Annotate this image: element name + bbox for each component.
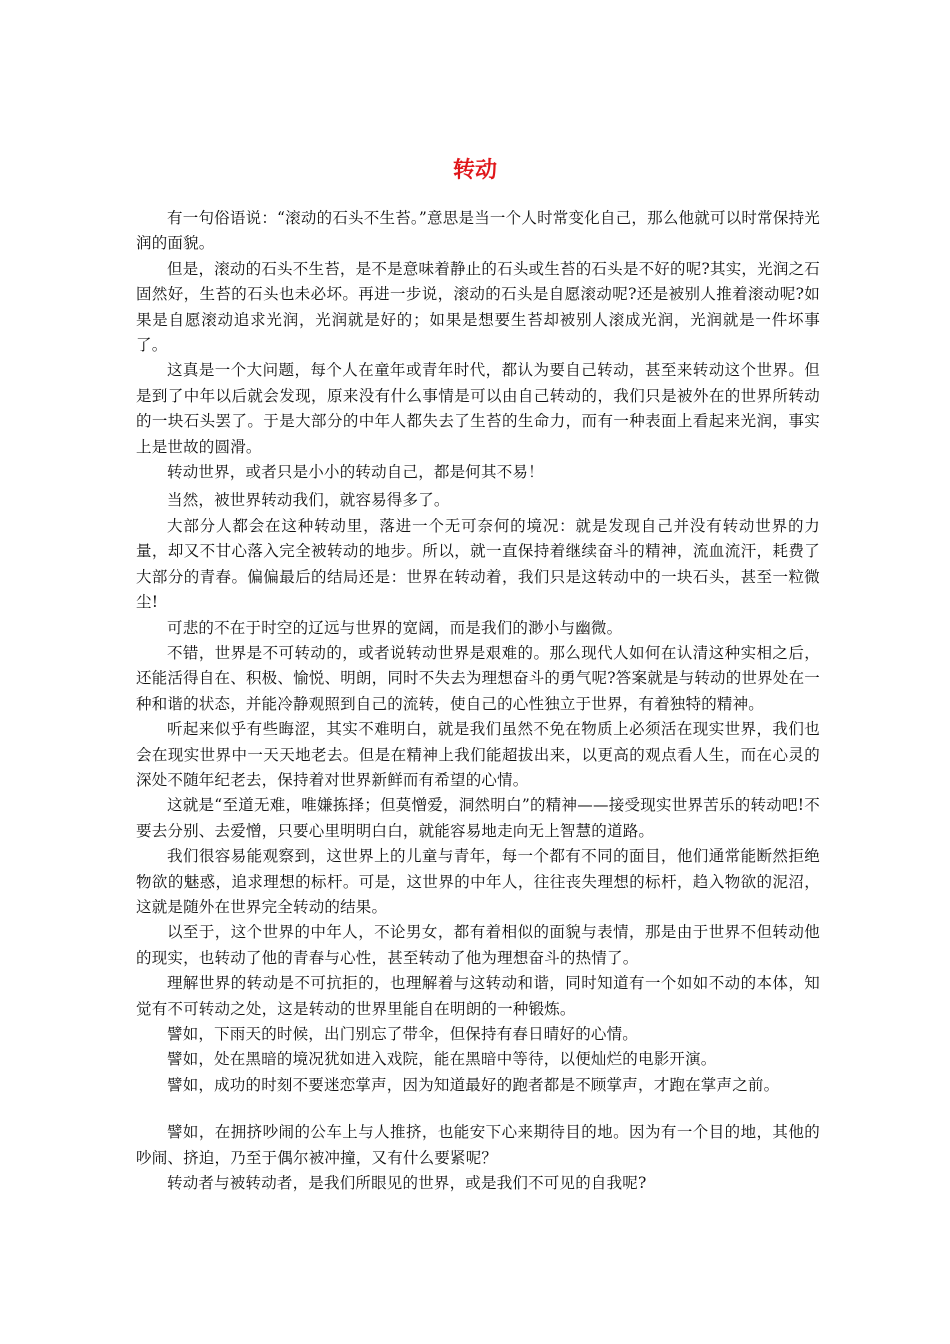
document-body bbox=[136, 206, 820, 1196]
paragraph-15: 譬如，处在黑暗的境况犹如进入戏院，能在黑暗中等待，以便灿烂的电影开演。 bbox=[167, 1050, 717, 1069]
paragraph-4: 转动世界，或者只是小小的转动自己，都是何其不易！ bbox=[167, 463, 544, 482]
paragraph-2: 但是，滚动的石头不生苔，是不是意味着静止的石头或生苔的石头是不好的呢?其实，光润之石固然好，生苔的石头也未必坏。再进一步说，滚动的石头是自愿滚动呢?还是被别人推着滚动呢?如果是自愿滚动追求光润，光润就是好的；如果是想要生苔却被别人滚成光润，光润就是一件坏事了。 bbox=[136, 259, 820, 355]
paragraph-18: 转动者与被转动者，是我们所眼见的世界，或是我们不可见的自我呢? bbox=[167, 1174, 647, 1193]
paragraph-6: 大部分人都会在这种转动里，落进一个无可奈何的境况：就是发现自己并没有转动世界的力量，却又不甘心落入完全被转动的地步。所以，就一直保持着继续奋斗的精神，流血流汗，耗费了大部分的青春。偏偏最后的结局还是：世界在转动着，我们只是这转动中的一块石头，甚至一粒微尘! bbox=[136, 516, 820, 612]
paragraph-16: 譬如，成功的时刻不要迷恋掌声，因为知道最好的跑者都是不顾掌声，才跑在掌声之前。 bbox=[167, 1075, 780, 1094]
paragraph-11: 我们很容易能观察到，这世界上的儿童与青年，每一个都有不同的面目，他们通常能断然拒绝物欲的魅惑，追求理想的标杆。可是，这世界的中年人，往往丧失理想的标杆，趋入物欲的泥沼，这就是随外在世界完全转动的结果。 bbox=[136, 847, 820, 916]
paragraph-5: 当然，被世界转动我们，就容易得多了。 bbox=[167, 491, 450, 510]
paragraph-9: 听起来似乎有些晦涩，其实不难明白，就是我们虽然不免在物质上必须活在现实世界，我们也会在现实世界中一天天地老去。但是在精神上我们能超拔出来，以更高的观点看人生，而在心灵的深处不随年纪老去，保持着对世界新鲜而有希望的心情。 bbox=[136, 720, 820, 789]
paragraph-3: 这真是一个大问题，每个人在童年或青年时代，都认为要自己转动，甚至来转动这个世界。但是到了中年以后就会发现，原来没有什么事情是可以由自己转动的，我们只是被外在的世界所转动的一块石头罢了。于是大部分的中年人都失去了生苔的生命力，而有一种表面上看起来光润，事实上是世故的圆滑。 bbox=[136, 361, 820, 456]
paragraph-10: 这就是“至道无难，唯嫌拣择；但莫憎爱，洞然明白”的精神——接受现实世界苦乐的转动吧!不要去分别、去爱憎，只要心里明明白白，就能容易地走向无上智慧的道路。 bbox=[136, 796, 820, 840]
paragraph-7: 可悲的不在于时空的辽远与世界的宽阔，而是我们的渺小与幽微。 bbox=[167, 618, 623, 637]
paragraph-1: 有一句俗语说：“滚动的石头不生苔。”意思是当一个人时常变化自己，那么他就可以时常保持光润的面貌。 bbox=[136, 209, 820, 253]
paragraph-8: 不错，世界是不可转动的，或者说转动世界是艰难的。那么现代人如何在认清这种实相之后，还能活得自在、积极、愉悦、明朗，同时不失去为理想奋斗的勇气呢?答案就是与转动的世界处在一种和谐的状态，并能冷静观照到自己的流转，使自己的心性独立于世界，有着独特的精神。 bbox=[136, 643, 820, 713]
paragraph-17: 譬如，在拥挤吵闹的公车上与人推挤，也能安下心来期待目的地。因为有一个目的地，其他的吵闹、挤迫，乃至于偶尔被冲撞，又有什么要紧呢？ bbox=[136, 1123, 820, 1167]
document-title: 转动 bbox=[452, 158, 497, 183]
paragraph-12: 以至于，这个世界的中年人，不论男女，都有着相似的面貌与表情，那是由于世界不但转动他的现实，也转动了他的青春与心性，甚至转动了他为理想奋斗的热情了。 bbox=[136, 923, 820, 967]
paragraph-14: 譬如，下雨天的时候，出门别忘了带伞，但保持有春日晴好的心情。 bbox=[167, 1025, 639, 1043]
paragraph-13: 理解世界的转动是不可抗拒的，也理解着与这转动和谐，同时知道有一个如如不动的本体，知觉有不可转动之处，这是转动的世界里能自在明朗的一种锻炼。 bbox=[136, 974, 820, 1018]
